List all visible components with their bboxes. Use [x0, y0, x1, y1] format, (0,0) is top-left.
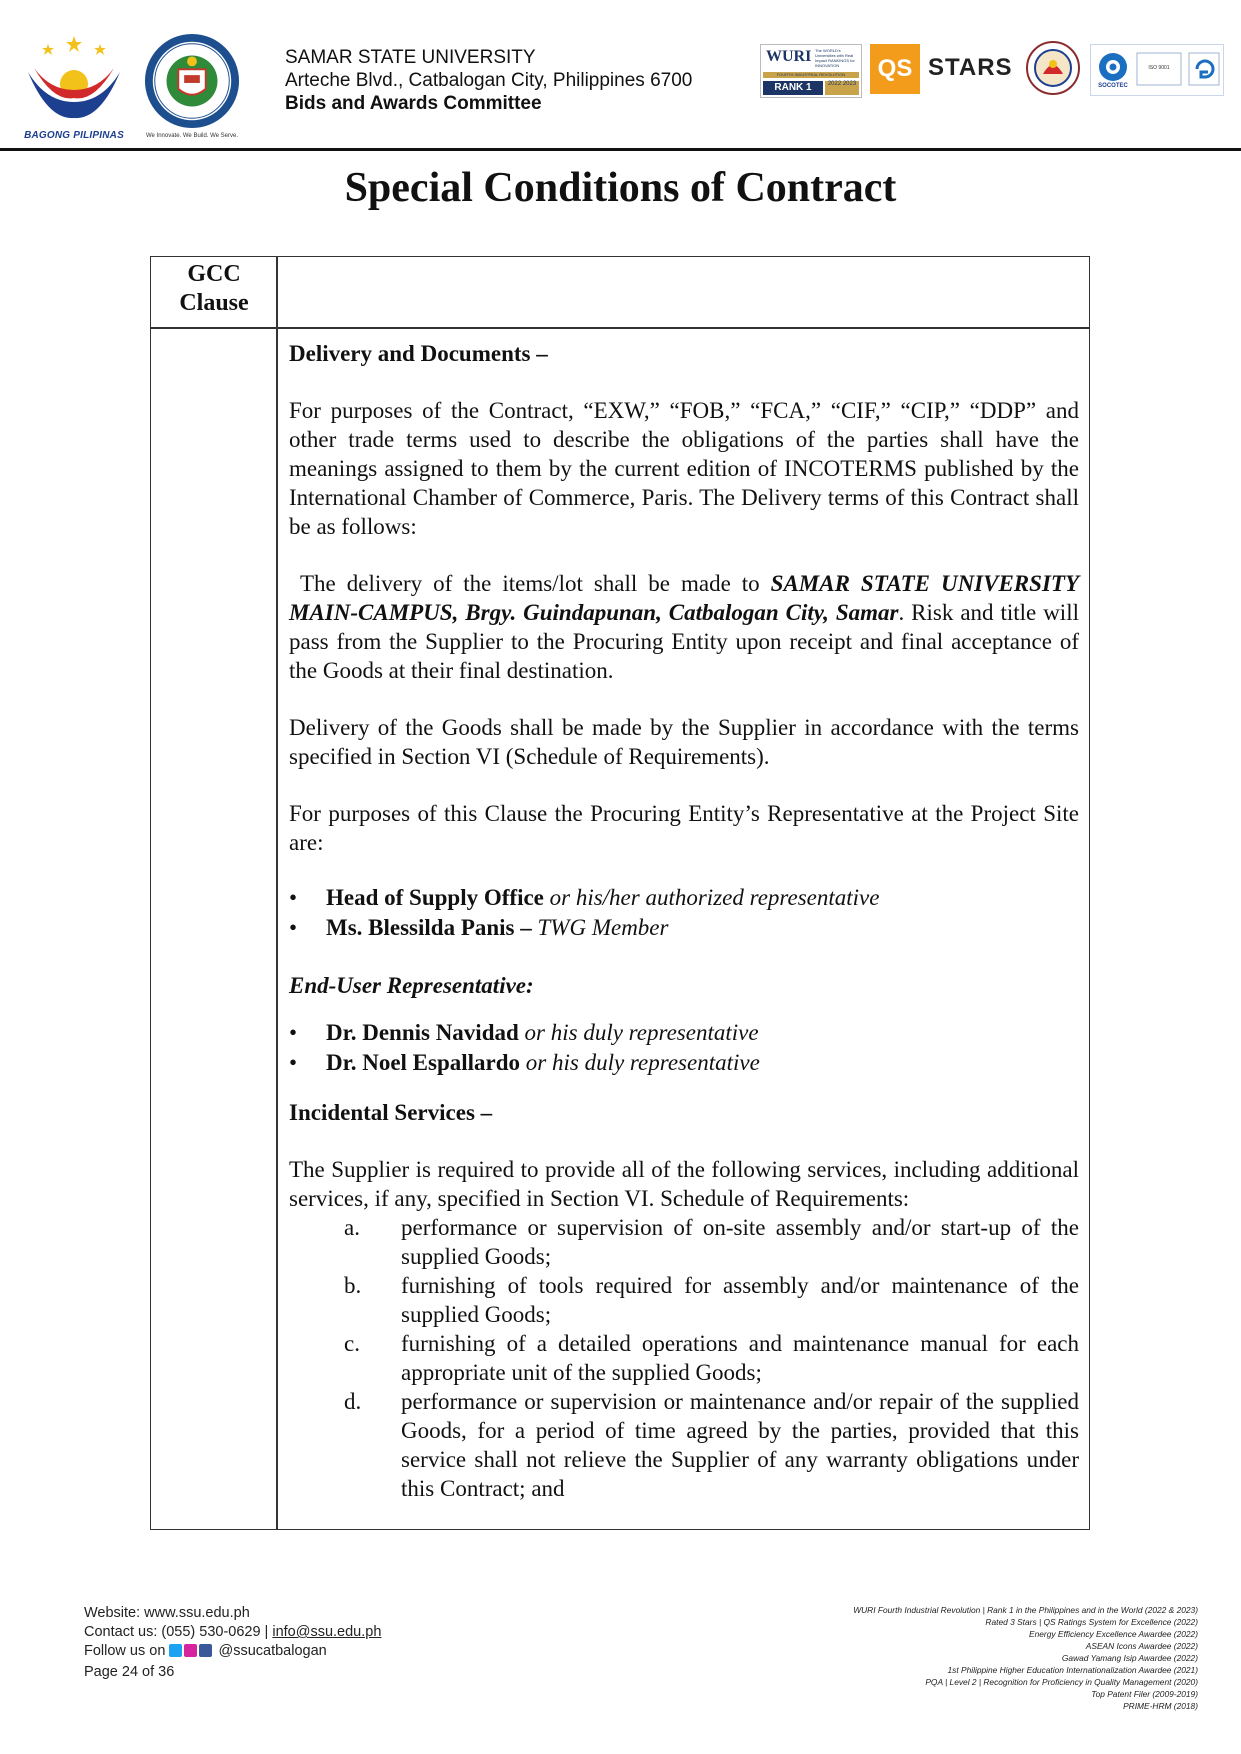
- bullet-icon: •: [289, 1050, 298, 1075]
- item-text: performance or supervision of on-site assembly and/or start-up of the supplied Goods;: [401, 1215, 1079, 1269]
- award-line: Gawad Yamang Isip Awardee (2022): [1061, 1653, 1198, 1663]
- university-name: SAMAR STATE UNIVERSITY: [285, 47, 536, 68]
- qs-stars-label: STARS: [928, 54, 1013, 81]
- footer-phone: Contact us: (055) 530-0629 |: [84, 1624, 273, 1640]
- page-number: Page 24 of 36: [84, 1664, 175, 1680]
- delivery-heading: Delivery and Documents –: [289, 341, 548, 366]
- list-item: [289, 1018, 1079, 1048]
- delivery-text-pre: The delivery of the items/lot shall be made to: [300, 571, 771, 596]
- social-icons: [169, 1644, 214, 1663]
- wurj-years: 2022 2023: [825, 81, 859, 95]
- delivery-paragraph-representatives: For purposes of this Clause the Procuring Entity’s Representative at the Project Site are:: [289, 801, 1079, 855]
- bullet-icon: •: [289, 1020, 298, 1045]
- socotec-iso-badge: [1090, 44, 1224, 96]
- footer-follow-label: Follow us on: [84, 1643, 170, 1659]
- award-line: Energy Efficiency Excellence Awardee (2022): [1029, 1629, 1198, 1639]
- footer-follow-line: [84, 1642, 381, 1663]
- rep-name: Ms. Blessilda Panis –: [326, 915, 532, 940]
- award-line: 1st Philippine Higher Education Internationalization Awardee (2021): [947, 1665, 1198, 1675]
- ssu-seal-logo: [142, 32, 242, 142]
- bagong-pilipinas-emblem: [18, 32, 130, 124]
- header-divider: [0, 148, 1241, 151]
- list-item: [289, 1271, 1079, 1329]
- bullet-icon: •: [289, 885, 298, 910]
- footer-contact-line: [84, 1623, 381, 1642]
- ssu-seal-emblem: [143, 32, 241, 130]
- qs-logo: QS: [870, 44, 920, 94]
- wurj-small-text: The WORLD's Universities with Real Impact RANKINGS for INNOVATION: [815, 48, 855, 68]
- delivery-destination: SAMAR STATE UNIVERSITY MAIN-CAMPUS, Brgy. Guindapunan, Catbalogan City, Samar: [289, 571, 1079, 625]
- column-divider: [276, 257, 278, 1529]
- award-line: Rated 3 Stars | QS Ratings System for Excellence (2022): [985, 1617, 1198, 1627]
- rep-name: Dr. Dennis Navidad: [326, 1020, 519, 1045]
- wurj-rank: RANK 1: [763, 81, 823, 95]
- award-line: Top Patent Filer (2009-2019): [1091, 1689, 1198, 1699]
- list-item: [289, 1387, 1079, 1503]
- award-line: PRIME-HRM (2018): [1123, 1701, 1198, 1711]
- page-title: Special Conditions of Contract: [344, 165, 897, 211]
- facebook-icon[interactable]: [199, 1644, 212, 1657]
- rep-name: Dr. Noel Espallardo: [326, 1050, 521, 1075]
- item-letter: c.: [344, 1331, 360, 1356]
- clause-content: [289, 327, 1079, 1503]
- delivery-paragraph-schedule: Delivery of the Goods shall be made by the Supplier in accordance with the terms specified in Section VI (Schedule of Requirements).: [289, 715, 1079, 769]
- rep-name: Head of Supply Office: [326, 885, 544, 910]
- item-letter: a.: [344, 1215, 360, 1240]
- list-item: [289, 913, 1079, 943]
- rep-role: or his duly representative: [524, 1020, 759, 1045]
- university-address: Arteche Blvd., Catbalogan City, Philippines 6700: [285, 70, 693, 91]
- wurj-name: WURI: [766, 48, 812, 65]
- header-text: [285, 46, 692, 115]
- incidental-heading: Incidental Services –: [289, 1100, 493, 1125]
- end-user-heading: End-User Representative:: [289, 973, 534, 998]
- bullet-icon: •: [289, 915, 298, 940]
- scc-table: [150, 256, 1090, 1530]
- ssu-tagline: We Innovate. We Build. We Serve.: [145, 133, 239, 139]
- award-line: WURI Fourth Industrial Revolution | Rank 1 in the Philippines and in the World (2022 & 2023): [853, 1605, 1198, 1615]
- social-handle[interactable]: @ssucatbalogan: [218, 1643, 327, 1659]
- list-item: [289, 1213, 1079, 1271]
- list-item: [289, 883, 1079, 913]
- bagong-pilipinas-text: BAGONG PILIPINAS: [24, 130, 124, 141]
- socotec-label: SOCOTEC: [1098, 83, 1128, 89]
- item-text: furnishing of tools required for assembly and/or maintenance of the supplied Goods;: [401, 1273, 1079, 1327]
- list-item: [289, 1048, 1079, 1078]
- end-user-representatives-list: [289, 1018, 1079, 1078]
- incidental-services-list: [289, 1213, 1079, 1503]
- twitter-icon[interactable]: [169, 1644, 182, 1657]
- rep-role: or his/her authorized representative: [549, 885, 880, 910]
- list-item: [289, 1329, 1079, 1387]
- award-line: ASEAN Icons Awardee (2022): [1085, 1641, 1198, 1651]
- bagong-pilipinas-logo: [18, 32, 130, 142]
- rep-role: TWG Member: [537, 915, 669, 940]
- item-text: furnishing of a detailed operations and maintenance manual for each appropriate unit of the supplied Goods;: [401, 1331, 1079, 1385]
- footer-email-link[interactable]: info@ssu.edu.ph: [272, 1624, 382, 1640]
- wurj-badge: [760, 44, 862, 98]
- procuring-representatives-list: [289, 883, 1079, 943]
- ph-higher-ed-seal-icon: [1025, 40, 1081, 96]
- wurj-banner: FOURTH INDUSTRIAL REVOLUTION: [763, 72, 859, 78]
- footer-awards: [678, 1604, 1198, 1712]
- delivery-paragraph-destination: [289, 569, 1079, 685]
- instagram-icon[interactable]: [184, 1644, 197, 1657]
- office-name: Bids and Awards Committee: [285, 93, 542, 114]
- footer-contact: [84, 1604, 381, 1682]
- iso-label: ISO 9001: [1148, 65, 1170, 71]
- incidental-intro: The Supplier is required to provide all of the following services, including additional services, if any, specified in Section VI. Schedule of Requirements:: [289, 1157, 1079, 1211]
- gcc-clause-header: GCC Clause: [179, 261, 249, 316]
- item-text: performance or supervision or maintenance and/or repair of the supplied Goods, for a period of time agreed by the parties, provided that this service shall not relieve the Supplier of any warranty obligations under this Contract; and: [401, 1389, 1079, 1501]
- item-letter: b.: [344, 1273, 362, 1298]
- delivery-text-post: . Risk and title will pass from the Supplier to the Procuring Entity upon receipt and final acceptance of the Goods at their final destination.: [289, 600, 1079, 683]
- award-line: PQA | Level 2 | Recognition for Proficiency in Quality Management (2020): [925, 1677, 1198, 1687]
- rep-role: or his duly representative: [525, 1050, 760, 1075]
- delivery-paragraph-incoterms: For purposes of the Contract, “EXW,” “FOB,” “FCA,” “CIF,” “CIP,” “DDP” and other trade terms used to describe the obligations of the parties shall have the meanings assigned to them by the current edition of INCOTERMS published by the International Chamber of Commerce, Paris. The Delivery terms of this Contract shall be as follows:: [289, 398, 1079, 539]
- footer-website[interactable]: Website: www.ssu.edu.ph: [84, 1605, 250, 1621]
- item-letter: d.: [344, 1389, 362, 1414]
